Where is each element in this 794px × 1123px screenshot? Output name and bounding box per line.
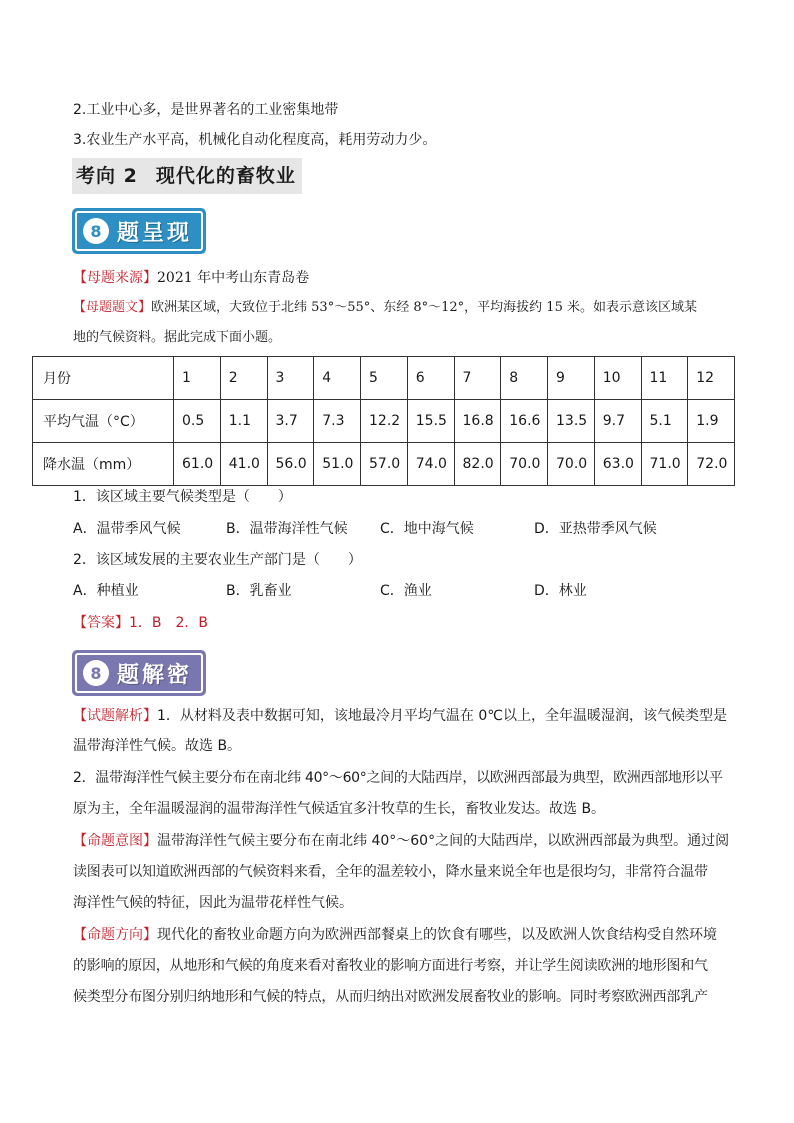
table-cell: 74.0 (407, 443, 454, 486)
table-cell: 16.6 (501, 400, 548, 443)
table-cell: 11 (641, 357, 688, 400)
table-cell: 12.2 (361, 400, 408, 443)
analysis-line-2: 温带海洋性气候。故选 B。 (73, 738, 242, 754)
table-cell: 7.3 (314, 400, 361, 443)
table-cell: 13.5 (548, 400, 595, 443)
problem-present-badge (72, 208, 206, 254)
answer-tag: 【答案】 (73, 615, 129, 631)
table-cell: 51.0 (314, 443, 361, 486)
table-cell: 12 (688, 357, 735, 400)
table-cell: 41.0 (220, 443, 267, 486)
question-text-line-1 (73, 298, 735, 318)
table-header-row (33, 357, 735, 400)
table-cell: 3 (267, 357, 314, 400)
table-cell: 8 (501, 357, 548, 400)
table-cell: 3.7 (267, 400, 314, 443)
table-row-label: 降水温（mm） (33, 443, 174, 486)
table-cell: 72.0 (688, 443, 735, 486)
analysis-line-4: 原为主，全年温暖湿润的温带海洋性气候适宜多汁牧草的生长，畜牧业发达。故选 B。 (73, 801, 606, 817)
q2-option-d: D．林业 (534, 583, 587, 599)
analysis-tag: 【试题解析】 (73, 708, 157, 724)
q1-stem: 1．该区域主要气候类型是（ ） (73, 489, 292, 505)
table-row-label: 平均气温（°C） (33, 400, 174, 443)
table-row-label: 月份 (33, 357, 174, 400)
analysis-line-1 (73, 706, 735, 726)
intent-line-3: 海洋性气候的特征，因此为温带花样性气候。 (73, 895, 353, 911)
intent-text-1: 温带海洋性气候主要分布在南北纬 40°～60°之间的大陆西岸，以欧洲西部最为典型。通过阅 (157, 833, 730, 849)
section-label: 考向 2 (76, 165, 138, 187)
intent-line-1 (73, 831, 735, 851)
q1-option-c: C．地中海气候 (380, 521, 474, 537)
question-text-tag: 【母题题文】 (73, 300, 152, 315)
badge-label: 题解密 (117, 662, 193, 688)
question-text-content-1: 欧洲某区域，大致位于北纬 53°～55°、东经 8°～12°，平均海拔约 15 米。如表示意该区域某 (151, 300, 697, 315)
direction-tag: 【命题方向】 (73, 927, 157, 943)
table-cell: 6 (407, 357, 454, 400)
table-cell: 9 (548, 357, 595, 400)
table-cell: 16.8 (454, 400, 501, 443)
direction-line-1 (73, 925, 735, 945)
table-cell: 2 (220, 357, 267, 400)
intent-line-2: 读图表可以知道欧洲西部的气候资料来看，全年的温差较小，降水量来说全年也是很均匀，非常符合温带 (73, 864, 708, 880)
source-text: 2021 年中考山东青岛卷 (157, 270, 310, 286)
intent-tag: 【命题意图】 (73, 833, 157, 849)
direction-line-2: 的影响的原因，从地形和气候的角度来看对畜牧业的影响方面进行考察，并让学生阅读欧洲的地形图和气 (73, 958, 708, 974)
badge-number-icon: 8 (83, 218, 109, 244)
q2-option-c: C．渔业 (380, 583, 432, 599)
table-cell: 15.5 (407, 400, 454, 443)
climate-table (32, 356, 735, 486)
table-cell: 63.0 (594, 443, 641, 486)
table-cell: 5.1 (641, 400, 688, 443)
table-cell: 70.0 (548, 443, 595, 486)
section-heading: 现代化的畜牧业 (155, 165, 296, 187)
table-row (33, 443, 735, 486)
table-cell: 0.5 (174, 400, 221, 443)
table-cell: 56.0 (267, 443, 314, 486)
intro-line-3: 3.农业生产水平高，机械化自动化程度高，耗用劳动力少。 (73, 132, 437, 148)
source-tag: 【母题来源】 (73, 270, 157, 286)
table-cell: 4 (314, 357, 361, 400)
table-cell: 71.0 (641, 443, 688, 486)
q2-stem: 2．该区域发展的主要农业生产部门是（ ） (73, 552, 362, 568)
section-title (72, 158, 302, 194)
table-cell: 10 (594, 357, 641, 400)
q2-option-a: A．种植业 (73, 583, 139, 599)
source-line (73, 268, 735, 288)
table-cell: 57.0 (361, 443, 408, 486)
table-cell: 7 (454, 357, 501, 400)
direction-text-1: 现代化的畜牧业命题方向为欧洲西部餐桌上的饮食有哪些，以及欧洲人饮食结构受自然环境 (157, 927, 717, 943)
intro-line-2: 2.工业中心多，是世界著名的工业密集地带 (73, 102, 339, 118)
table-cell: 9.7 (594, 400, 641, 443)
table-cell: 1.1 (220, 400, 267, 443)
direction-line-3: 候类型分布图分别归纳地形和气候的特点，从而归纳出对欧洲发展畜牧业的影响。同时考察欧洲西部乳产 (73, 989, 708, 1005)
table-cell: 70.0 (501, 443, 548, 486)
q2-option-b: B．乳畜业 (226, 583, 292, 599)
analysis-line-3: 2．温带海洋性气候主要分布在南北纬 40°～60°之间的大陆西岸，以欧洲西部最为典型，欧洲西部地形以平 (73, 770, 723, 786)
table-cell: 1.9 (688, 400, 735, 443)
q1-option-b: B．温带海洋性气候 (226, 521, 348, 537)
question-text-line-2: 地的气候资料。据此完成下面小题。 (73, 330, 282, 345)
table-row (33, 400, 735, 443)
table-cell: 61.0 (174, 443, 221, 486)
table-cell: 1 (174, 357, 221, 400)
table-cell: 5 (361, 357, 408, 400)
answer-line (73, 613, 735, 633)
badge-label: 题呈现 (117, 220, 193, 246)
q1-option-a: A．温带季风气候 (73, 521, 181, 537)
q1-option-d: D．亚热带季风气候 (534, 521, 657, 537)
badge-number-icon: 8 (83, 660, 109, 686)
problem-analysis-badge (72, 650, 206, 696)
table-cell: 82.0 (454, 443, 501, 486)
answer-text: 1．B 2．B (129, 615, 209, 631)
analysis-text-1: 1．从材料及表中数据可知，该地最冷月平均气温在 0℃以上，全年温暖湿润，该气候类型是 (157, 708, 727, 724)
